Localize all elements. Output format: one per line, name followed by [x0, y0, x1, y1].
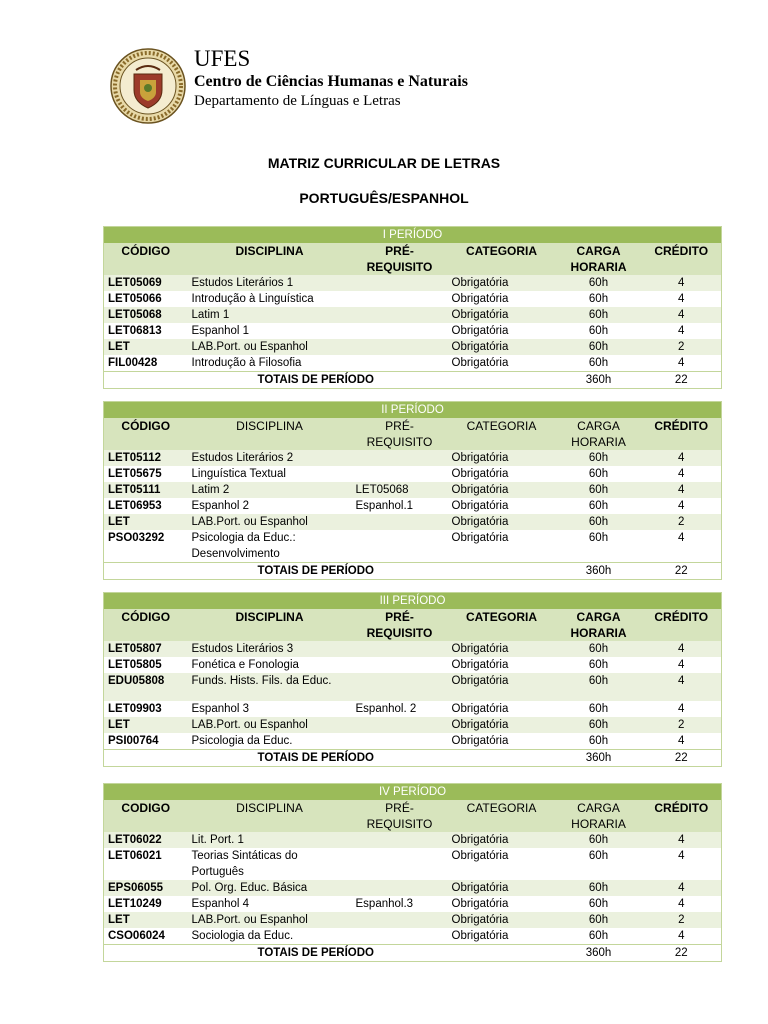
course-name: Estudos Literários 2: [188, 450, 352, 466]
course-credits: 2: [642, 339, 722, 355]
course-credits: 4: [642, 641, 722, 657]
carga-horaria-header: [556, 418, 642, 450]
course-prerequisite: Espanhol.1: [352, 498, 448, 514]
pre-requisito-header: [352, 800, 448, 832]
credito-header: [642, 609, 722, 641]
disciplina-header-text: DISCIPLINA: [236, 419, 303, 433]
course-workload: 60h: [556, 717, 642, 733]
course-code: LET05807: [104, 641, 188, 657]
course-workload: 60h: [556, 530, 642, 563]
totals-label: TOTAIS DE PERÍODO: [188, 750, 556, 767]
course-name: Introdução à Linguística: [188, 291, 352, 307]
course-workload: 60h: [556, 848, 642, 880]
course-category: Obrigatória: [448, 291, 556, 307]
table-row: [104, 717, 722, 733]
course-name: Estudos Literários 3: [188, 641, 352, 657]
table-row: [104, 498, 722, 514]
carga-horaria-header: [556, 243, 642, 275]
codigo-header-text: CÓDIGO: [121, 244, 171, 258]
course-name: LAB.Port. ou Espanhol: [188, 514, 352, 530]
totals-label: TOTAIS DE PERÍODO: [188, 563, 556, 580]
course-prerequisite: [352, 673, 448, 701]
course-name: Psicologia da Educ.: Desenvolvimento: [188, 530, 352, 563]
column-headers: [104, 243, 722, 275]
course-prerequisite: [352, 928, 448, 945]
ufes-seal-icon: [110, 48, 186, 124]
course-credits: 4: [642, 880, 722, 896]
course-name: Funds. Hists. Fils. da Educ.: [188, 673, 352, 701]
course-category: Obrigatória: [448, 355, 556, 372]
course-credits: 4: [642, 896, 722, 912]
course-prerequisite: [352, 733, 448, 750]
table-row: [104, 323, 722, 339]
course-workload: 60h: [556, 275, 642, 291]
course-workload: 60h: [556, 912, 642, 928]
course-credits: 4: [642, 673, 722, 701]
table-row: [104, 641, 722, 657]
course-credits: 4: [642, 498, 722, 514]
course-workload: 60h: [556, 928, 642, 945]
course-name: Psicologia da Educ.: [188, 733, 352, 750]
department-name: Departamento de Línguas e Letras: [194, 93, 401, 109]
course-prerequisite: LET05068: [352, 482, 448, 498]
carga-horaria-header-text: HORARIA: [571, 817, 626, 831]
disciplina-header-text: DISCIPLINA: [235, 610, 304, 624]
course-category: Obrigatória: [448, 323, 556, 339]
course-workload: 60h: [556, 514, 642, 530]
credito-header-text: CRÉDITO: [654, 610, 709, 624]
course-credits: 4: [642, 733, 722, 750]
course-prerequisite: [352, 323, 448, 339]
course-category: Obrigatória: [448, 482, 556, 498]
codigo-header-text: CÓDIGO: [121, 610, 171, 624]
categoria-header-text: CATEGORIA: [465, 610, 538, 624]
period-header: [104, 402, 722, 419]
course-credits: 4: [642, 928, 722, 945]
course-prerequisite: [352, 912, 448, 928]
total-credits: 22: [642, 563, 722, 580]
table-row: [104, 848, 722, 880]
table-row: [104, 673, 722, 701]
table-row: [104, 450, 722, 466]
disciplina-header: [188, 609, 352, 641]
course-prerequisite: [352, 514, 448, 530]
course-code: LET06953: [104, 498, 188, 514]
course-category: Obrigatória: [448, 880, 556, 896]
course-code: LET09903: [104, 701, 188, 717]
course-code: LET: [104, 912, 188, 928]
course-name: Espanhol 2: [188, 498, 352, 514]
total-credits: 22: [642, 945, 722, 962]
table-row: [104, 291, 722, 307]
course-code: LET05805: [104, 657, 188, 673]
pre-requisito-header: [352, 609, 448, 641]
disciplina-header: [188, 418, 352, 450]
credito-header-text: CRÉDITO: [654, 801, 709, 815]
column-headers: [104, 418, 722, 450]
course-credits: 4: [642, 275, 722, 291]
table-row: [104, 896, 722, 912]
categoria-header: [448, 418, 556, 450]
table-row: [104, 307, 722, 323]
table-row: [104, 514, 722, 530]
table-row: [104, 880, 722, 896]
course-code: LET06813: [104, 323, 188, 339]
course-code: LET05112: [104, 450, 188, 466]
column-headers: [104, 609, 722, 641]
course-category: Obrigatória: [448, 275, 556, 291]
course-name: Latim 1: [188, 307, 352, 323]
header-text: [194, 46, 468, 110]
totals-spacer: [104, 372, 188, 389]
credito-header-text: CRÉDITO: [654, 419, 709, 433]
course-credits: 4: [642, 323, 722, 339]
carga-horaria-header: [556, 800, 642, 832]
total-workload: 360h: [556, 750, 642, 767]
pre-requisito-header-text: PRÉ-: [385, 610, 414, 624]
course-workload: 60h: [556, 498, 642, 514]
totals-spacer: [104, 750, 188, 767]
totals-label: TOTAIS DE PERÍODO: [188, 372, 556, 389]
course-code: LET05675: [104, 466, 188, 482]
course-credits: 2: [642, 514, 722, 530]
credito-header: [642, 243, 722, 275]
period-name: IV PERÍODO: [104, 784, 722, 801]
course-code: PSI00764: [104, 733, 188, 750]
course-credits: 4: [642, 466, 722, 482]
carga-horaria-header-text: HORARIA: [571, 435, 626, 449]
course-name: Latim 2: [188, 482, 352, 498]
disciplina-header-text: DISCIPLINA: [235, 244, 304, 258]
categoria-header: [448, 609, 556, 641]
course-prerequisite: [352, 291, 448, 307]
period-table: [103, 401, 722, 580]
codigo-header-text: CODIGO: [121, 801, 171, 815]
course-category: Obrigatória: [448, 307, 556, 323]
totals-spacer: [104, 945, 188, 962]
period-name: II PERÍODO: [104, 402, 722, 419]
table-row: [104, 928, 722, 945]
course-credits: 2: [642, 717, 722, 733]
table-row: [104, 355, 722, 372]
total-workload: 360h: [556, 372, 642, 389]
table-row: [104, 466, 722, 482]
total-workload: 360h: [556, 945, 642, 962]
period-header: [104, 227, 722, 244]
course-category: Obrigatória: [448, 450, 556, 466]
totals-spacer: [104, 563, 188, 580]
course-category: Obrigatória: [448, 498, 556, 514]
course-name: Linguística Textual: [188, 466, 352, 482]
course-prerequisite: [352, 339, 448, 355]
codigo-header-text: CÓDIGO: [121, 419, 171, 433]
totals-label: TOTAIS DE PERÍODO: [188, 945, 556, 962]
center-name: Centro de Ciências Humanas e Naturais: [194, 73, 468, 90]
course-credits: 2: [642, 912, 722, 928]
course-category: Obrigatória: [448, 673, 556, 701]
carga-horaria-header-text: CARGA: [576, 610, 621, 624]
course-code: FIL00428: [104, 355, 188, 372]
total-workload: 360h: [556, 563, 642, 580]
course-code: LET05111: [104, 482, 188, 498]
table-row: [104, 530, 722, 563]
course-workload: 60h: [556, 880, 642, 896]
credito-header: [642, 418, 722, 450]
course-name: Espanhol 4: [188, 896, 352, 912]
course-code: LET10249: [104, 896, 188, 912]
page-subtitle: PORTUGUÊS/ESPANHOL: [299, 190, 469, 206]
course-category: Obrigatória: [448, 717, 556, 733]
course-credits: 4: [642, 848, 722, 880]
period-header: [104, 784, 722, 801]
table-row: [104, 339, 722, 355]
course-name: LAB.Port. ou Espanhol: [188, 339, 352, 355]
course-name: Introdução à Filosofia: [188, 355, 352, 372]
credito-header-text: CRÉDITO: [654, 244, 709, 258]
codigo-header: [104, 800, 188, 832]
course-prerequisite: [352, 275, 448, 291]
course-name: Espanhol 3: [188, 701, 352, 717]
course-credits: 4: [642, 482, 722, 498]
period-header: [104, 593, 722, 610]
pre-requisito-header-text: PRÉ-: [385, 244, 414, 258]
course-prerequisite: Espanhol.3: [352, 896, 448, 912]
page-title: MATRIZ CURRICULAR DE LETRAS: [267, 155, 501, 171]
course-code: EPS06055: [104, 880, 188, 896]
course-credits: 4: [642, 291, 722, 307]
period-table: [103, 592, 722, 767]
course-name: LAB.Port. ou Espanhol: [188, 717, 352, 733]
course-category: Obrigatória: [448, 733, 556, 750]
course-name: Estudos Literários 1: [188, 275, 352, 291]
pre-requisito-header-text: REQUISITO: [366, 817, 433, 831]
period-name: I PERÍODO: [104, 227, 722, 244]
course-workload: 60h: [556, 307, 642, 323]
disciplina-header: [188, 800, 352, 832]
course-category: Obrigatória: [448, 832, 556, 848]
course-category: Obrigatória: [448, 701, 556, 717]
disciplina-header: [188, 243, 352, 275]
course-credits: 4: [642, 701, 722, 717]
course-name: Pol. Org. Educ. Básica: [188, 880, 352, 896]
pre-requisito-header-text: PRÉ-: [385, 419, 414, 433]
course-workload: 60h: [556, 291, 642, 307]
course-workload: 60h: [556, 450, 642, 466]
course-code: LET: [104, 339, 188, 355]
codigo-header: [104, 243, 188, 275]
university-name: UFES: [194, 46, 251, 71]
course-credits: 4: [642, 530, 722, 563]
totals-row: [104, 563, 722, 580]
carga-horaria-header-text: HORARIA: [570, 626, 627, 640]
course-code: LET06022: [104, 832, 188, 848]
pre-requisito-header-text: REQUISITO: [366, 626, 433, 640]
course-code: CSO06024: [104, 928, 188, 945]
period-table: [103, 783, 722, 962]
categoria-header-text: CATEGORIA: [466, 801, 537, 815]
table-row: [104, 275, 722, 291]
course-category: Obrigatória: [448, 530, 556, 563]
course-prerequisite: [352, 530, 448, 563]
course-workload: 60h: [556, 832, 642, 848]
table-row: [104, 657, 722, 673]
course-prerequisite: [352, 355, 448, 372]
pre-requisito-header-text: REQUISITO: [366, 260, 433, 274]
pre-requisito-header-text: REQUISITO: [366, 435, 433, 449]
course-code: EDU05808: [104, 673, 188, 701]
course-prerequisite: [352, 832, 448, 848]
totals-row: [104, 750, 722, 767]
course-workload: 60h: [556, 733, 642, 750]
codigo-header: [104, 418, 188, 450]
carga-horaria-header-text: CARGA: [577, 801, 620, 815]
categoria-header: [448, 800, 556, 832]
course-code: LET: [104, 514, 188, 530]
course-prerequisite: Espanhol. 2: [352, 701, 448, 717]
course-code: LET05069: [104, 275, 188, 291]
codigo-header: [104, 609, 188, 641]
categoria-header-text: CATEGORIA: [466, 419, 537, 433]
course-workload: 60h: [556, 896, 642, 912]
course-name: Espanhol 1: [188, 323, 352, 339]
period-name: III PERÍODO: [104, 593, 722, 610]
carga-horaria-header: [556, 609, 642, 641]
categoria-header-text: CATEGORIA: [465, 244, 538, 258]
course-category: Obrigatória: [448, 928, 556, 945]
table-row: [104, 832, 722, 848]
course-code: LET05066: [104, 291, 188, 307]
course-prerequisite: [352, 641, 448, 657]
course-code: LET06021: [104, 848, 188, 880]
course-category: Obrigatória: [448, 641, 556, 657]
course-category: Obrigatória: [448, 657, 556, 673]
table-row: [104, 912, 722, 928]
course-workload: 60h: [556, 339, 642, 355]
totals-row: [104, 945, 722, 962]
carga-horaria-header-text: HORARIA: [570, 260, 627, 274]
total-credits: 22: [642, 372, 722, 389]
course-name: Fonética e Fonologia: [188, 657, 352, 673]
course-credits: 4: [642, 450, 722, 466]
document-header: [110, 44, 610, 124]
course-prerequisite: [352, 880, 448, 896]
course-category: Obrigatória: [448, 466, 556, 482]
course-category: Obrigatória: [448, 514, 556, 530]
carga-horaria-header-text: CARGA: [577, 419, 620, 433]
course-workload: 60h: [556, 641, 642, 657]
course-credits: 4: [642, 355, 722, 372]
table-row: [104, 482, 722, 498]
course-prerequisite: [352, 848, 448, 880]
course-workload: 60h: [556, 323, 642, 339]
course-category: Obrigatória: [448, 339, 556, 355]
course-name: Sociologia da Educ.: [188, 928, 352, 945]
course-name: LAB.Port. ou Espanhol: [188, 912, 352, 928]
totals-row: [104, 372, 722, 389]
course-credits: 4: [642, 657, 722, 673]
pre-requisito-header: [352, 243, 448, 275]
column-headers: [104, 800, 722, 832]
pre-requisito-header-text: PRÉ-: [385, 801, 414, 815]
course-category: Obrigatória: [448, 896, 556, 912]
course-prerequisite: [352, 450, 448, 466]
pre-requisito-header: [352, 418, 448, 450]
course-prerequisite: [352, 717, 448, 733]
course-prerequisite: [352, 307, 448, 323]
course-category: Obrigatória: [448, 848, 556, 880]
total-credits: 22: [642, 750, 722, 767]
course-prerequisite: [352, 657, 448, 673]
course-workload: 60h: [556, 673, 642, 701]
carga-horaria-header-text: CARGA: [576, 244, 621, 258]
course-credits: 4: [642, 832, 722, 848]
disciplina-header-text: DISCIPLINA: [236, 801, 303, 815]
course-name: Lit. Port. 1: [188, 832, 352, 848]
course-code: LET: [104, 717, 188, 733]
course-workload: 60h: [556, 701, 642, 717]
course-credits: 4: [642, 307, 722, 323]
table-row: [104, 733, 722, 750]
credito-header: [642, 800, 722, 832]
course-prerequisite: [352, 466, 448, 482]
course-workload: 60h: [556, 355, 642, 372]
course-workload: 60h: [556, 482, 642, 498]
course-code: PSO03292: [104, 530, 188, 563]
course-name: Teorias Sintáticas do Português: [188, 848, 352, 880]
course-code: LET05068: [104, 307, 188, 323]
table-row: [104, 701, 722, 717]
course-workload: 60h: [556, 657, 642, 673]
categoria-header: [448, 243, 556, 275]
course-workload: 60h: [556, 466, 642, 482]
period-table: [103, 226, 722, 389]
course-category: Obrigatória: [448, 912, 556, 928]
